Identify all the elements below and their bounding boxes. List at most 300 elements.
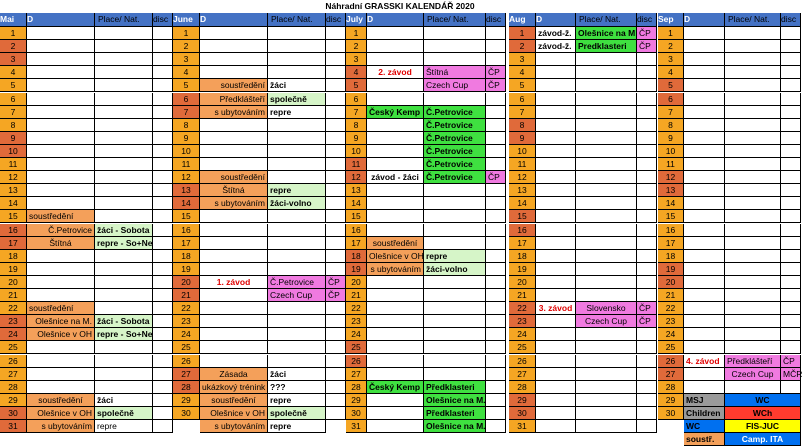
day-number: 1 <box>509 27 536 40</box>
day-number: 5 <box>0 79 27 92</box>
event-cell: Štítná <box>424 66 486 79</box>
event-cell: žáci <box>268 79 326 92</box>
calendar-cell <box>27 355 95 368</box>
disc-header: disc <box>153 13 173 27</box>
calendar-cell <box>486 355 506 368</box>
day-number: 19 <box>509 263 536 276</box>
day-number: 24 <box>658 328 684 341</box>
calendar-cell <box>153 381 173 394</box>
calendar-cell <box>536 315 576 328</box>
calendar-cell <box>684 132 725 145</box>
calendar-cell <box>153 93 173 106</box>
calendar-cell <box>536 119 576 132</box>
calendar-cell <box>367 276 424 289</box>
calendar-cell <box>326 381 346 394</box>
calendar-cell <box>637 210 657 223</box>
day-number: 10 <box>173 145 200 158</box>
day-number: 15 <box>173 210 200 223</box>
day-number: 25 <box>509 341 536 354</box>
day-number: 28 <box>658 381 684 394</box>
day-number: 25 <box>658 341 684 354</box>
calendar-cell <box>153 79 173 92</box>
calendar-cell <box>326 368 346 381</box>
event-cell: Č.Petrovice <box>268 276 326 289</box>
calendar-cell <box>153 106 173 119</box>
calendar-cell <box>536 79 576 92</box>
calendar-cell <box>536 341 576 354</box>
calendar-cell <box>536 276 576 289</box>
calendar-cell <box>781 315 801 328</box>
calendar-cell <box>95 171 153 184</box>
calendar-cell <box>725 184 781 197</box>
calendar-cell <box>268 40 326 53</box>
day-number: 3 <box>0 53 27 66</box>
day-number: 24 <box>173 328 200 341</box>
day-number: 17 <box>0 237 27 250</box>
calendar-cell <box>725 302 781 315</box>
event-cell: ČP <box>486 79 506 92</box>
calendar-cell <box>200 119 268 132</box>
event-cell: ČP <box>637 315 657 328</box>
event-cell: repre <box>268 106 326 119</box>
place-header: Place/ Nat. <box>725 13 781 27</box>
calendar-cell <box>153 158 173 171</box>
event-cell: Olešnice na M. <box>424 394 486 407</box>
day-number: 3 <box>346 53 367 66</box>
calendar-cell <box>725 158 781 171</box>
event-cell: ČP <box>326 276 346 289</box>
day-number: 13 <box>509 184 536 197</box>
day-header: D <box>367 13 424 27</box>
calendar-cell <box>637 237 657 250</box>
calendar-cell <box>684 381 725 394</box>
day-number: 18 <box>173 250 200 263</box>
calendar-cell <box>781 79 801 92</box>
day-number: 29 <box>658 394 684 407</box>
calendar-cell <box>637 158 657 171</box>
calendar-cell <box>367 158 424 171</box>
calendar-cell <box>367 289 424 302</box>
calendar-cell <box>637 394 657 407</box>
day-number: 28 <box>509 381 536 394</box>
day-number: 21 <box>509 289 536 302</box>
calendar-cell <box>95 184 153 197</box>
calendar-cell <box>637 381 657 394</box>
calendar-cell <box>95 27 153 40</box>
event-cell: Předklasteri <box>424 381 486 394</box>
legend-label: FIS-JUC <box>725 420 801 433</box>
day-number: 8 <box>173 119 200 132</box>
day-number: 2 <box>509 40 536 53</box>
calendar-cell <box>268 328 326 341</box>
calendar-cell <box>637 328 657 341</box>
event-cell: žáci <box>268 368 326 381</box>
calendar-cell <box>95 210 153 223</box>
calendar-cell <box>95 66 153 79</box>
calendar-cell <box>153 394 173 407</box>
calendar-cell <box>153 355 173 368</box>
legend-code: soustř. <box>684 433 725 446</box>
day-number: 20 <box>0 276 27 289</box>
calendar-cell <box>486 420 506 433</box>
event-cell: Predklasteri <box>576 40 637 53</box>
event-cell: Předklasteri <box>424 407 486 420</box>
calendar-cell <box>367 420 424 433</box>
calendar-cell <box>684 368 725 381</box>
calendar-cell <box>486 224 506 237</box>
calendar-cell <box>576 250 637 263</box>
calendar-cell <box>326 355 346 368</box>
calendar-cell <box>326 119 346 132</box>
event-cell: Štítná <box>200 184 268 197</box>
event-cell: Č.Petrovice <box>424 171 486 184</box>
day-number: 2 <box>173 40 200 53</box>
calendar-cell <box>424 40 486 53</box>
day-number: 11 <box>509 158 536 171</box>
calendar-cell <box>326 145 346 158</box>
event-cell: s ubytováním <box>200 420 268 433</box>
day-number: 1 <box>173 27 200 40</box>
calendar-cell <box>424 355 486 368</box>
calendar-cell <box>781 119 801 132</box>
day-number: 22 <box>0 302 27 315</box>
calendar-cell <box>424 289 486 302</box>
calendar-cell <box>684 315 725 328</box>
calendar-cell <box>684 250 725 263</box>
calendar-cell <box>200 210 268 223</box>
day-number: 11 <box>0 158 27 171</box>
day-header: D <box>684 13 725 27</box>
calendar-cell <box>536 210 576 223</box>
calendar-cell <box>200 302 268 315</box>
calendar-cell <box>725 237 781 250</box>
calendar-cell <box>637 341 657 354</box>
calendar-cell <box>486 263 506 276</box>
calendar-cell <box>153 224 173 237</box>
calendar-cell <box>200 224 268 237</box>
event-cell: Czech Cup <box>268 289 326 302</box>
calendar-cell <box>486 368 506 381</box>
calendar-cell <box>637 355 657 368</box>
calendar-cell <box>637 106 657 119</box>
calendar-cell <box>781 145 801 158</box>
legend-code: WC <box>684 420 725 433</box>
calendar-cell <box>27 158 95 171</box>
day-number: 2 <box>0 40 27 53</box>
day-number: 1 <box>346 27 367 40</box>
day-number: 9 <box>658 132 684 145</box>
calendar-cell <box>576 184 637 197</box>
calendar-title: Náhradní GRASSKI KALENDÁŘ 2020 <box>325 1 475 11</box>
day-number: 17 <box>346 237 367 250</box>
calendar-cell <box>536 328 576 341</box>
calendar-cell <box>486 381 506 394</box>
calendar-cell <box>326 158 346 171</box>
calendar-cell <box>486 302 506 315</box>
calendar-cell <box>200 289 268 302</box>
calendar-cell <box>326 27 346 40</box>
day-number: 8 <box>509 119 536 132</box>
calendar-cell <box>367 224 424 237</box>
day-header: D <box>27 13 95 27</box>
calendar-cell <box>684 106 725 119</box>
event-cell: ČP <box>781 355 801 368</box>
calendar-cell <box>424 53 486 66</box>
calendar-cell <box>781 341 801 354</box>
calendar-cell <box>153 132 173 145</box>
event-cell: Český Kemp <box>367 106 424 119</box>
calendar-cell <box>153 40 173 53</box>
event-cell: Czech Cup <box>576 315 637 328</box>
day-number: 12 <box>173 171 200 184</box>
calendar-cell <box>95 368 153 381</box>
calendar-cell <box>684 328 725 341</box>
day-number: 16 <box>658 224 684 237</box>
calendar-cell <box>326 394 346 407</box>
calendar-cell <box>326 106 346 119</box>
calendar-cell <box>486 407 506 420</box>
event-cell: Č.Petrovice <box>424 106 486 119</box>
calendar-cell <box>576 289 637 302</box>
calendar-cell <box>326 224 346 237</box>
calendar-cell <box>153 27 173 40</box>
calendar-cell <box>153 250 173 263</box>
event-cell: repre - So+Ne <box>95 328 153 341</box>
calendar-cell <box>536 171 576 184</box>
calendar-cell <box>576 394 637 407</box>
calendar-cell <box>95 302 153 315</box>
event-cell: Czech Cup <box>725 368 781 381</box>
day-number: 15 <box>346 210 367 223</box>
calendar-cell <box>781 66 801 79</box>
day-number: 13 <box>0 184 27 197</box>
calendar-cell <box>326 93 346 106</box>
calendar-cell <box>95 79 153 92</box>
calendar-cell <box>326 237 346 250</box>
event-cell: žáci - Sobota <box>95 315 153 328</box>
calendar-cell <box>200 158 268 171</box>
calendar-cell <box>268 224 326 237</box>
calendar-cell <box>725 289 781 302</box>
event-cell: ČP <box>486 171 506 184</box>
calendar-cell <box>781 224 801 237</box>
day-number: 19 <box>0 263 27 276</box>
day-number: 21 <box>346 289 367 302</box>
event-cell: soustředění <box>27 302 95 315</box>
calendar-cell <box>486 145 506 158</box>
day-number: 20 <box>658 276 684 289</box>
calendar-cell <box>725 145 781 158</box>
calendar-cell <box>576 407 637 420</box>
calendar-cell <box>725 66 781 79</box>
calendar-cell <box>637 184 657 197</box>
calendar-cell <box>27 263 95 276</box>
event-cell: společně <box>268 93 326 106</box>
event-cell: žáci-volno <box>268 197 326 210</box>
calendar-cell <box>684 119 725 132</box>
day-number: 5 <box>173 79 200 92</box>
event-cell: Olešnice v OH <box>200 407 268 420</box>
calendar-cell <box>536 237 576 250</box>
calendar-cell <box>200 263 268 276</box>
calendar-cell <box>367 93 424 106</box>
day-number: 13 <box>346 184 367 197</box>
calendar-cell <box>326 315 346 328</box>
calendar-cell <box>367 119 424 132</box>
calendar-cell <box>153 184 173 197</box>
day-number: 19 <box>658 263 684 276</box>
calendar-cell <box>725 79 781 92</box>
calendar-cell <box>326 210 346 223</box>
calendar-cell <box>424 224 486 237</box>
day-number: 18 <box>658 250 684 263</box>
day-number: 12 <box>346 171 367 184</box>
calendar-cell <box>367 27 424 40</box>
day-number: 1 <box>0 27 27 40</box>
calendar-cell <box>367 315 424 328</box>
event-cell: Olešnice na M. <box>424 420 486 433</box>
legend-code: MSJ <box>684 394 725 407</box>
calendar-cell <box>268 250 326 263</box>
calendar-cell <box>781 171 801 184</box>
day-number: 18 <box>509 250 536 263</box>
calendar-cell <box>576 341 637 354</box>
day-number: 15 <box>0 210 27 223</box>
calendar-cell <box>326 40 346 53</box>
calendar-cell <box>27 79 95 92</box>
event-cell: soustředění <box>200 394 268 407</box>
day-number: 6 <box>173 93 200 106</box>
day-number: 27 <box>173 368 200 381</box>
calendar-cell <box>424 302 486 315</box>
event-cell: žáci <box>95 394 153 407</box>
calendar-cell <box>153 276 173 289</box>
calendar-cell <box>326 53 346 66</box>
event-cell: repre <box>95 420 153 433</box>
calendar-cell <box>781 328 801 341</box>
event-cell: 1. závod <box>200 276 268 289</box>
calendar-cell <box>95 53 153 66</box>
event-cell: Č.Petrovice <box>424 145 486 158</box>
day-number: 19 <box>346 263 367 276</box>
calendar-cell <box>268 119 326 132</box>
calendar-cell <box>486 394 506 407</box>
event-cell: repre - So+Ne <box>95 237 153 250</box>
calendar-cell <box>27 53 95 66</box>
calendar-cell <box>781 250 801 263</box>
calendar-cell <box>153 420 173 433</box>
calendar-cell <box>486 276 506 289</box>
calendar-cell <box>200 40 268 53</box>
day-number: 4 <box>173 66 200 79</box>
calendar-cell <box>576 420 637 433</box>
calendar-cell <box>637 119 657 132</box>
day-number: 9 <box>509 132 536 145</box>
day-number: 24 <box>346 328 367 341</box>
day-number: 22 <box>509 302 536 315</box>
calendar-cell <box>486 210 506 223</box>
calendar-cell <box>684 40 725 53</box>
event-cell: repre <box>268 420 326 433</box>
day-number: 23 <box>346 315 367 328</box>
calendar-cell <box>725 250 781 263</box>
calendar-cell <box>684 276 725 289</box>
calendar-cell <box>27 341 95 354</box>
calendar-cell <box>684 53 725 66</box>
day-number: 26 <box>173 355 200 368</box>
event-cell: 4. závod <box>684 355 725 368</box>
day-number: 11 <box>658 158 684 171</box>
legend-label: Camp. ITA <box>725 433 801 446</box>
event-cell: Předklášteří <box>200 93 268 106</box>
event-cell: ukázkový trénink <box>200 381 268 394</box>
day-number: 27 <box>0 368 27 381</box>
calendar-cell <box>637 197 657 210</box>
calendar-cell <box>153 407 173 420</box>
calendar-cell <box>725 40 781 53</box>
day-number: 29 <box>346 394 367 407</box>
calendar-cell <box>326 328 346 341</box>
calendar-cell <box>725 27 781 40</box>
calendar-cell <box>424 276 486 289</box>
event-cell: repre <box>424 250 486 263</box>
day-number: 4 <box>0 66 27 79</box>
calendar-cell <box>153 341 173 354</box>
day-number: 11 <box>173 158 200 171</box>
calendar-cell <box>95 197 153 210</box>
day-number: 3 <box>509 53 536 66</box>
calendar-cell <box>637 289 657 302</box>
disc-header: disc <box>326 13 346 27</box>
calendar-cell <box>367 355 424 368</box>
calendar-cell <box>27 27 95 40</box>
event-cell: Olešnice na M. <box>27 315 95 328</box>
calendar-cell <box>725 276 781 289</box>
day-number: 21 <box>658 289 684 302</box>
calendar-cell <box>27 184 95 197</box>
calendar-cell <box>268 263 326 276</box>
day-number: 17 <box>509 237 536 250</box>
disc-header: disc <box>486 13 506 27</box>
day-number: 10 <box>0 145 27 158</box>
event-cell: žáci-volno <box>424 263 486 276</box>
calendar-cell <box>424 27 486 40</box>
calendar-cell <box>200 237 268 250</box>
event-cell: Č.Petrovice <box>424 132 486 145</box>
event-cell: 2. závod <box>367 66 424 79</box>
day-number: 16 <box>509 224 536 237</box>
month-header: Sep <box>658 13 684 27</box>
calendar-cell <box>153 66 173 79</box>
legend-label: WCh <box>725 407 801 420</box>
day-number: 18 <box>0 250 27 263</box>
month-header: June <box>173 13 200 27</box>
calendar-cell <box>725 53 781 66</box>
calendar-cell <box>725 171 781 184</box>
day-number: 27 <box>346 368 367 381</box>
calendar-cell <box>153 328 173 341</box>
calendar-cell <box>781 237 801 250</box>
day-number: 15 <box>509 210 536 223</box>
calendar-cell <box>486 132 506 145</box>
calendar-cell <box>153 263 173 276</box>
calendar-cell <box>725 93 781 106</box>
calendar-cell <box>95 355 153 368</box>
day-number: 24 <box>0 328 27 341</box>
day-number: 23 <box>0 315 27 328</box>
event-cell: soustředění <box>367 237 424 250</box>
calendar-cell <box>637 93 657 106</box>
